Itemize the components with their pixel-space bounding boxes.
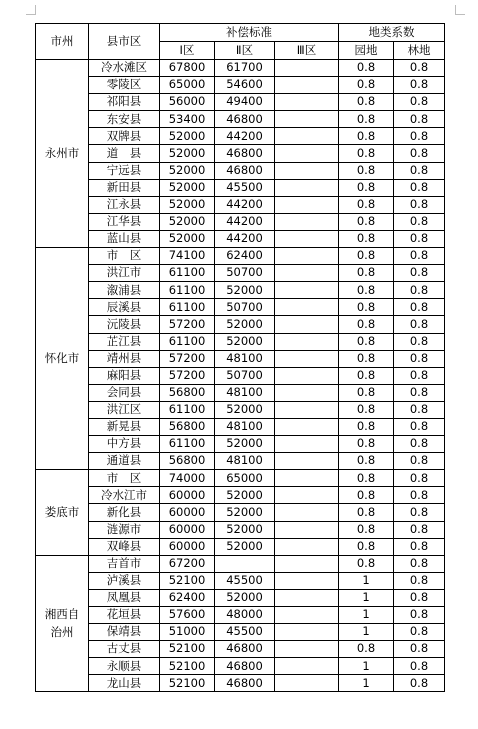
zone-1-cell: 61100: [160, 333, 215, 350]
margin-corner-mark: [455, 5, 465, 15]
zone-1-cell: 67200: [160, 555, 215, 572]
county-cell: 沅陵县: [89, 316, 160, 333]
zone-3-cell: [275, 589, 339, 606]
forest-cell: 0.8: [394, 94, 445, 111]
county-cell: 江华县: [89, 213, 160, 230]
forest-cell: 0.8: [394, 521, 445, 538]
zone-3-cell: [275, 282, 339, 299]
table-row: [36, 213, 445, 230]
zone-2-cell: 44200: [215, 128, 275, 145]
zone-3-cell: [275, 94, 339, 111]
table-row: [36, 367, 445, 384]
zone-2-cell: 48000: [215, 607, 275, 624]
table-row: [36, 333, 445, 350]
forest-cell: 0.8: [394, 316, 445, 333]
garden-cell: 0.8: [339, 77, 394, 94]
zone-3-cell: [275, 350, 339, 367]
garden-cell: 0.8: [339, 179, 394, 196]
table-row: [36, 145, 445, 162]
zone-3-cell: [275, 453, 339, 470]
garden-cell: 0.8: [339, 538, 394, 555]
zone-3-cell: [275, 316, 339, 333]
zone-3-cell: [275, 555, 339, 572]
zone-2-cell: 45500: [215, 572, 275, 589]
zone-1-cell: 52000: [160, 230, 215, 247]
zone-2-cell: 49400: [215, 94, 275, 111]
table-row: [36, 384, 445, 401]
zone-2-cell: 45500: [215, 624, 275, 641]
header-county: 县市区: [89, 24, 160, 60]
forest-cell: 0.8: [394, 77, 445, 94]
city-cell: [36, 248, 89, 470]
county-cell: 涟源市: [89, 521, 160, 538]
zone-1-cell: 62400: [160, 589, 215, 606]
zone-3-cell: [275, 299, 339, 316]
forest-cell: 0.8: [394, 401, 445, 418]
forest-cell: 0.8: [394, 145, 445, 162]
garden-cell: 0.8: [339, 470, 394, 487]
garden-cell: 0.8: [339, 436, 394, 453]
county-cell: 古丈县: [89, 641, 160, 658]
forest-cell: 0.8: [394, 624, 445, 641]
forest-cell: 0.8: [394, 196, 445, 213]
table-row: [36, 504, 445, 521]
forest-cell: 0.8: [394, 179, 445, 196]
forest-cell: 0.8: [394, 350, 445, 367]
zone-2-cell: 52000: [215, 538, 275, 555]
forest-cell: 0.8: [394, 555, 445, 572]
city-name: 娄底市: [44, 504, 80, 519]
zone-3-cell: [275, 572, 339, 589]
zone-2-cell: 52000: [215, 504, 275, 521]
forest-cell: 0.8: [394, 333, 445, 350]
table-row: [36, 589, 445, 606]
zone-3-cell: [275, 179, 339, 196]
garden-cell: 0.8: [339, 453, 394, 470]
table-row: [36, 487, 445, 504]
zone-1-cell: 51000: [160, 624, 215, 641]
zone-3-cell: [275, 624, 339, 641]
table-row: [36, 111, 445, 128]
garden-cell: 0.8: [339, 333, 394, 350]
table-row: [36, 658, 445, 675]
county-cell: 永顺县: [89, 658, 160, 675]
zone-2-cell: 50700: [215, 265, 275, 282]
zone-3-cell: [275, 641, 339, 658]
forest-cell: 0.8: [394, 607, 445, 624]
zone-3-cell: [275, 487, 339, 504]
garden-cell: 0.8: [339, 145, 394, 162]
zone-2-cell: 48100: [215, 384, 275, 401]
zone-1-cell: 52100: [160, 572, 215, 589]
county-cell: 洪江市: [89, 265, 160, 282]
forest-cell: 0.8: [394, 60, 445, 77]
forest-cell: 0.8: [394, 111, 445, 128]
zone-1-cell: 57600: [160, 607, 215, 624]
zone-2-cell: 46800: [215, 111, 275, 128]
garden-cell: 0.8: [339, 641, 394, 658]
table-row: [36, 94, 445, 111]
zone-3-cell: [275, 470, 339, 487]
forest-cell: 0.8: [394, 572, 445, 589]
county-cell: 溆浦县: [89, 282, 160, 299]
margin-corner-mark: [26, 5, 36, 15]
garden-cell: 0.8: [339, 282, 394, 299]
forest-cell: 0.8: [394, 675, 445, 692]
garden-cell: 0.8: [339, 162, 394, 179]
table-row: [36, 624, 445, 641]
table-row: [36, 265, 445, 282]
forest-cell: 0.8: [394, 282, 445, 299]
county-cell: 中方县: [89, 436, 160, 453]
city-cell: [36, 60, 89, 248]
zone-2-cell: 52000: [215, 487, 275, 504]
table-row: [36, 299, 445, 316]
table-row: [36, 60, 445, 77]
header-forest: 林地: [394, 42, 445, 60]
table-row: [36, 196, 445, 213]
garden-cell: 1: [339, 589, 394, 606]
county-cell: 凤凰县: [89, 589, 160, 606]
table-row: [36, 350, 445, 367]
county-cell: 辰溪县: [89, 299, 160, 316]
table-body: [36, 24, 445, 692]
zone-1-cell: 52000: [160, 128, 215, 145]
zone-3-cell: [275, 128, 339, 145]
zone-2-cell: 52000: [215, 401, 275, 418]
city-name: 怀化市: [44, 351, 80, 366]
forest-cell: 0.8: [394, 538, 445, 555]
county-cell: 道 县: [89, 145, 160, 162]
zone-3-cell: [275, 504, 339, 521]
garden-cell: 1: [339, 607, 394, 624]
county-cell: 新田县: [89, 179, 160, 196]
zone-2-cell: 44200: [215, 196, 275, 213]
table-row: [36, 607, 445, 624]
forest-cell: 0.8: [394, 299, 445, 316]
county-cell: 市 区: [89, 248, 160, 265]
table-row: [36, 248, 445, 265]
county-cell: 会同县: [89, 384, 160, 401]
county-cell: 祁阳县: [89, 94, 160, 111]
county-cell: 宁远县: [89, 162, 160, 179]
zone-1-cell: 52000: [160, 145, 215, 162]
header-zone-2: Ⅱ区: [215, 42, 275, 60]
header-zone-1: Ⅰ区: [160, 42, 215, 60]
county-cell: 龙山县: [89, 675, 160, 692]
garden-cell: 0.8: [339, 128, 394, 145]
zone-1-cell: 57200: [160, 350, 215, 367]
zone-1-cell: 52100: [160, 641, 215, 658]
table-row: [36, 282, 445, 299]
forest-cell: 0.8: [394, 248, 445, 265]
zone-1-cell: 74000: [160, 470, 215, 487]
garden-cell: 0.8: [339, 367, 394, 384]
zone-3-cell: [275, 265, 339, 282]
garden-cell: 0.8: [339, 418, 394, 435]
forest-cell: 0.8: [394, 418, 445, 435]
zone-1-cell: 60000: [160, 521, 215, 538]
forest-cell: 0.8: [394, 470, 445, 487]
forest-cell: 0.8: [394, 641, 445, 658]
forest-cell: 0.8: [394, 589, 445, 606]
forest-cell: 0.8: [394, 128, 445, 145]
zone-1-cell: 60000: [160, 504, 215, 521]
zone-2-cell: 54600: [215, 77, 275, 94]
table-row: [36, 641, 445, 658]
zone-3-cell: [275, 418, 339, 435]
zone-1-cell: 61100: [160, 436, 215, 453]
table-row: [36, 470, 445, 487]
county-cell: 泸溪县: [89, 572, 160, 589]
garden-cell: 0.8: [339, 230, 394, 247]
garden-cell: 0.8: [339, 248, 394, 265]
forest-cell: 0.8: [394, 504, 445, 521]
county-cell: 江永县: [89, 196, 160, 213]
zone-1-cell: 65000: [160, 77, 215, 94]
county-cell: 新晃县: [89, 418, 160, 435]
compensation-table: [35, 23, 445, 692]
zone-3-cell: [275, 436, 339, 453]
garden-cell: 1: [339, 675, 394, 692]
county-cell: 通道县: [89, 453, 160, 470]
table-row: [36, 418, 445, 435]
zone-2-cell: 65000: [215, 470, 275, 487]
zone-3-cell: [275, 111, 339, 128]
zone-1-cell: 57200: [160, 316, 215, 333]
zone-3-cell: [275, 521, 339, 538]
zone-1-cell: 53400: [160, 111, 215, 128]
garden-cell: 1: [339, 572, 394, 589]
county-cell: 双峰县: [89, 538, 160, 555]
zone-1-cell: 56800: [160, 384, 215, 401]
county-cell: 市 区: [89, 470, 160, 487]
garden-cell: 0.8: [339, 384, 394, 401]
zone-3-cell: [275, 60, 339, 77]
garden-cell: 0.8: [339, 350, 394, 367]
forest-cell: 0.8: [394, 487, 445, 504]
county-cell: 麻阳县: [89, 367, 160, 384]
garden-cell: 0.8: [339, 111, 394, 128]
zone-1-cell: 52000: [160, 196, 215, 213]
county-cell: 蓝山县: [89, 230, 160, 247]
zone-3-cell: [275, 367, 339, 384]
garden-cell: 0.8: [339, 213, 394, 230]
zone-2-cell: 46800: [215, 658, 275, 675]
table-row: [36, 230, 445, 247]
zone-1-cell: 60000: [160, 487, 215, 504]
zone-3-cell: [275, 401, 339, 418]
zone-1-cell: 56800: [160, 453, 215, 470]
table-row: [36, 675, 445, 692]
table-row: [36, 453, 445, 470]
zone-1-cell: 67800: [160, 60, 215, 77]
county-cell: 零陵区: [89, 77, 160, 94]
forest-cell: 0.8: [394, 453, 445, 470]
zone-2-cell: 48100: [215, 418, 275, 435]
county-cell: 芷江县: [89, 333, 160, 350]
header-garden: 园地: [339, 42, 394, 60]
garden-cell: 0.8: [339, 94, 394, 111]
header-zone-3: Ⅲ区: [275, 42, 339, 60]
table-row: [36, 316, 445, 333]
zone-2-cell: 61700: [215, 60, 275, 77]
zone-1-cell: 52100: [160, 658, 215, 675]
zone-2-cell: 46800: [215, 145, 275, 162]
zone-3-cell: [275, 213, 339, 230]
zone-1-cell: 57200: [160, 367, 215, 384]
zone-2-cell: 48100: [215, 350, 275, 367]
forest-cell: 0.8: [394, 162, 445, 179]
zone-1-cell: 52000: [160, 162, 215, 179]
county-cell: 冷水滩区: [89, 60, 160, 77]
city-name: 湘西自治州: [44, 607, 80, 639]
forest-cell: 0.8: [394, 658, 445, 675]
zone-2-cell: 52000: [215, 521, 275, 538]
zone-2-cell: 46800: [215, 675, 275, 692]
zone-1-cell: 61100: [160, 265, 215, 282]
table-row: [36, 521, 445, 538]
county-cell: 吉首市: [89, 555, 160, 572]
county-cell: 东安县: [89, 111, 160, 128]
city-cell: [36, 555, 89, 692]
zone-3-cell: [275, 333, 339, 350]
forest-cell: 0.8: [394, 436, 445, 453]
garden-cell: 0.8: [339, 196, 394, 213]
garden-cell: 0.8: [339, 401, 394, 418]
zone-1-cell: 60000: [160, 538, 215, 555]
zone-1-cell: 56000: [160, 94, 215, 111]
header-row: [36, 24, 445, 42]
garden-cell: 1: [339, 658, 394, 675]
zone-2-cell: 44200: [215, 213, 275, 230]
zone-3-cell: [275, 230, 339, 247]
zone-3-cell: [275, 196, 339, 213]
zone-2-cell: 62400: [215, 248, 275, 265]
county-cell: 洪江区: [89, 401, 160, 418]
zone-1-cell: 61100: [160, 299, 215, 316]
forest-cell: 0.8: [394, 213, 445, 230]
county-cell: 保靖县: [89, 624, 160, 641]
forest-cell: 0.8: [394, 230, 445, 247]
table-row: [36, 162, 445, 179]
county-cell: 双牌县: [89, 128, 160, 145]
garden-cell: 0.8: [339, 504, 394, 521]
garden-cell: 0.8: [339, 265, 394, 282]
zone-1-cell: 61100: [160, 282, 215, 299]
zone-3-cell: [275, 538, 339, 555]
zone-2-cell: 46800: [215, 162, 275, 179]
zone-2-cell: 50700: [215, 367, 275, 384]
zone-2-cell: 52000: [215, 333, 275, 350]
county-cell: 冷水江市: [89, 487, 160, 504]
zone-2-cell: 45500: [215, 179, 275, 196]
city-name: 永州市: [44, 145, 80, 160]
table-row: [36, 538, 445, 555]
zone-2-cell: 52000: [215, 589, 275, 606]
zone-2-cell: [215, 555, 275, 572]
zone-3-cell: [275, 607, 339, 624]
zone-1-cell: 56800: [160, 418, 215, 435]
forest-cell: 0.8: [394, 384, 445, 401]
table-row: [36, 179, 445, 196]
forest-cell: 0.8: [394, 265, 445, 282]
zone-3-cell: [275, 145, 339, 162]
zone-2-cell: 48100: [215, 453, 275, 470]
forest-cell: 0.8: [394, 367, 445, 384]
garden-cell: 0.8: [339, 316, 394, 333]
garden-cell: 0.8: [339, 555, 394, 572]
zone-2-cell: 52000: [215, 436, 275, 453]
garden-cell: 0.8: [339, 60, 394, 77]
county-cell: 靖州县: [89, 350, 160, 367]
zone-3-cell: [275, 77, 339, 94]
table-row: [36, 436, 445, 453]
header-compensation: 补偿标准: [160, 24, 339, 42]
zone-3-cell: [275, 248, 339, 265]
zone-2-cell: 46800: [215, 641, 275, 658]
table-row: [36, 572, 445, 589]
table-row: [36, 128, 445, 145]
zone-3-cell: [275, 658, 339, 675]
zone-3-cell: [275, 675, 339, 692]
garden-cell: 1: [339, 624, 394, 641]
zone-1-cell: 52100: [160, 675, 215, 692]
garden-cell: 0.8: [339, 521, 394, 538]
zone-2-cell: 44200: [215, 230, 275, 247]
zone-1-cell: 52000: [160, 179, 215, 196]
zone-2-cell: 50700: [215, 299, 275, 316]
header-city: 市州: [36, 24, 89, 60]
county-cell: 花垣县: [89, 607, 160, 624]
garden-cell: 0.8: [339, 487, 394, 504]
table-row: [36, 401, 445, 418]
garden-cell: 0.8: [339, 299, 394, 316]
zone-2-cell: 52000: [215, 316, 275, 333]
zone-1-cell: 61100: [160, 401, 215, 418]
zone-3-cell: [275, 162, 339, 179]
table-row: [36, 77, 445, 94]
zone-1-cell: 74100: [160, 248, 215, 265]
city-cell: [36, 470, 89, 555]
zone-2-cell: 52000: [215, 282, 275, 299]
zone-3-cell: [275, 384, 339, 401]
zone-1-cell: 52000: [160, 213, 215, 230]
county-cell: 新化县: [89, 504, 160, 521]
header-land-coefficient: 地类系数: [339, 24, 445, 42]
table-row: [36, 555, 445, 572]
